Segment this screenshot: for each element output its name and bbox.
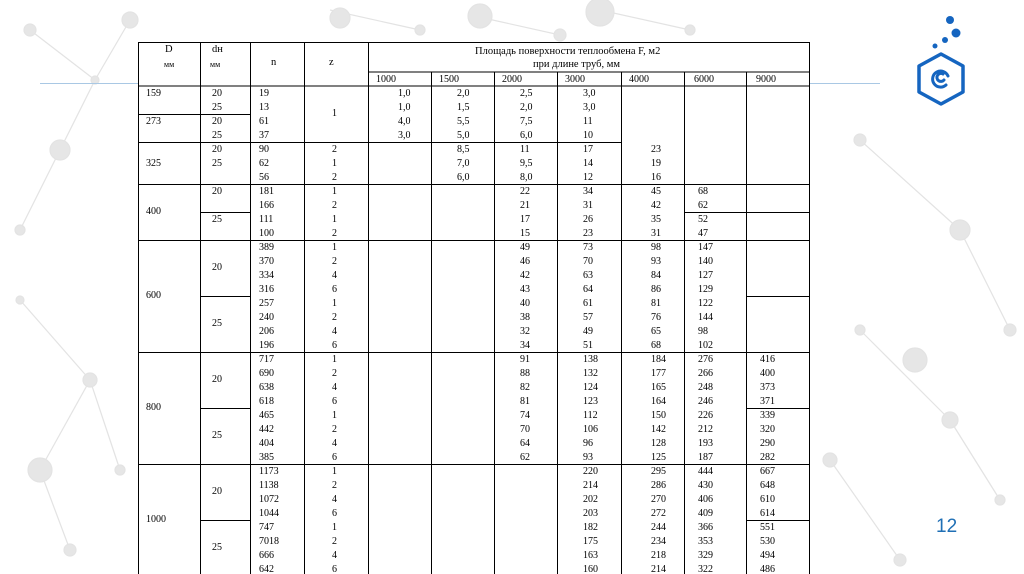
header-area-subtitle: при длине труб, мм	[533, 59, 621, 70]
cell-n: 56	[259, 171, 269, 183]
header-d-unit: мм	[164, 60, 175, 69]
cell-value: 8,5	[457, 143, 470, 155]
cell-n: 370	[259, 255, 274, 267]
cell-n: 717	[259, 353, 274, 365]
cell-value: 127	[698, 269, 713, 281]
cell-value: 62	[520, 451, 530, 463]
cell-z: 4	[332, 381, 337, 393]
header-z: z	[329, 57, 334, 68]
cell-n: 1044	[259, 507, 279, 519]
cell-value: 320	[760, 423, 775, 435]
cell-value: 234	[651, 535, 666, 547]
heat-exchanger-table	[138, 42, 810, 574]
cell-value: 40	[520, 297, 530, 309]
cell-z: 1	[332, 185, 337, 197]
cell-z: 2	[332, 479, 337, 491]
cell-n: 404	[259, 437, 274, 449]
merged-cell-dn: 20	[212, 262, 222, 273]
merged-cell-dn: 20	[212, 374, 222, 385]
cell-value: 21	[520, 199, 530, 211]
cell-value: 165	[651, 381, 666, 393]
cell-n: 690	[259, 367, 274, 379]
cell-d: 273	[146, 115, 161, 127]
cell-value: 214	[583, 479, 598, 491]
cell-z: 1	[332, 353, 337, 365]
cell-value: 494	[760, 549, 775, 561]
cell-value: 138	[583, 353, 598, 365]
cell-n: 747	[259, 521, 274, 533]
cell-dn: 20	[212, 143, 222, 155]
cell-value: 276	[698, 353, 713, 365]
cell-value: 64	[583, 283, 593, 295]
merged-cell-dn: 25	[212, 542, 222, 553]
cell-n: 465	[259, 409, 274, 421]
cell-value: 193	[698, 437, 713, 449]
cell-n: 638	[259, 381, 274, 393]
cell-z: 2	[332, 199, 337, 211]
cell-value: 3,0	[583, 87, 596, 99]
cell-value: 177	[651, 367, 666, 379]
cell-n: 13	[259, 101, 269, 113]
cell-value: 11	[520, 143, 530, 155]
merged-cell-D: 1000	[146, 514, 166, 525]
merged-cell-dn: 20	[212, 486, 222, 497]
cell-value: 63	[583, 269, 593, 281]
merged-cell-D: 800	[146, 402, 161, 413]
cell-z: 4	[332, 493, 337, 505]
cell-value: 31	[583, 199, 593, 211]
cell-value: 610	[760, 493, 775, 505]
cell-value: 614	[760, 507, 775, 519]
cell-value: 93	[651, 255, 661, 267]
cell-dn: 25	[212, 213, 222, 225]
cell-value: 1,0	[398, 87, 411, 99]
chemistry-logo-icon	[913, 14, 969, 106]
cell-n: 90	[259, 143, 269, 155]
cell-value: 551	[760, 521, 775, 533]
cell-value: 122	[698, 297, 713, 309]
cell-value: 91	[520, 353, 530, 365]
cell-value: 106	[583, 423, 598, 435]
cell-value: 11	[583, 115, 593, 127]
cell-n: 100	[259, 227, 274, 239]
cell-n: 389	[259, 241, 274, 253]
cell-value: 144	[698, 311, 713, 323]
cell-value: 124	[583, 381, 598, 393]
cell-value: 322	[698, 563, 713, 574]
header-dn-unit: мм	[210, 60, 221, 69]
cell-value: 7,5	[520, 115, 533, 127]
cell-n: 618	[259, 395, 274, 407]
cell-value: 32	[520, 325, 530, 337]
cell-value: 286	[651, 479, 666, 491]
cell-z: 4	[332, 549, 337, 561]
cell-value: 160	[583, 563, 598, 574]
cell-z: 2	[332, 423, 337, 435]
cell-value: 96	[583, 437, 593, 449]
cell-value: 339	[760, 409, 775, 421]
cell-value: 73	[583, 241, 593, 253]
cell-value: 142	[651, 423, 666, 435]
cell-value: 45	[651, 185, 661, 197]
cell-value: 7,0	[457, 157, 470, 169]
cell-value: 132	[583, 367, 598, 379]
cell-value: 3,0	[398, 129, 411, 141]
cell-value: 112	[583, 409, 598, 421]
cell-n: 206	[259, 325, 274, 337]
cell-value: 182	[583, 521, 598, 533]
cell-dn: 20	[212, 115, 222, 127]
cell-value: 246	[698, 395, 713, 407]
header-length-1500: 1500	[439, 73, 459, 85]
cell-value: 184	[651, 353, 666, 365]
cell-value: 9,5	[520, 157, 533, 169]
cell-n: 111	[259, 213, 274, 225]
cell-value: 38	[520, 311, 530, 323]
merged-cell-z: 1	[332, 108, 337, 119]
cell-value: 667	[760, 465, 775, 477]
header-d: D	[165, 44, 173, 55]
cell-value: 76	[651, 311, 661, 323]
page-number: 12	[936, 516, 958, 537]
cell-value: 6,0	[457, 171, 470, 183]
cell-value: 1,0	[398, 101, 411, 113]
cell-n: 166	[259, 199, 274, 211]
cell-value: 23	[583, 227, 593, 239]
cell-value: 164	[651, 395, 666, 407]
cell-dn: 20	[212, 87, 222, 99]
cell-value: 86	[651, 283, 661, 295]
cell-z: 1	[332, 241, 337, 253]
cell-value: 530	[760, 535, 775, 547]
cell-z: 6	[332, 563, 337, 574]
cell-value: 70	[520, 423, 530, 435]
cell-n: 1138	[259, 479, 279, 491]
cell-value: 270	[651, 493, 666, 505]
cell-dn: 25	[212, 157, 222, 169]
cell-value: 62	[698, 199, 708, 211]
cell-n: 442	[259, 423, 274, 435]
cell-n: 61	[259, 115, 269, 127]
cell-value: 2,0	[457, 87, 470, 99]
cell-value: 35	[651, 213, 661, 225]
header-dn: dн	[212, 44, 223, 55]
cell-value: 147	[698, 241, 713, 253]
cell-value: 272	[651, 507, 666, 519]
cell-z: 2	[332, 227, 337, 239]
cell-value: 98	[651, 241, 661, 253]
cell-value: 129	[698, 283, 713, 295]
cell-z: 6	[332, 395, 337, 407]
cell-value: 10	[583, 129, 593, 141]
cell-value: 430	[698, 479, 713, 491]
cell-value: 266	[698, 367, 713, 379]
cell-n: 334	[259, 269, 274, 281]
cell-value: 88	[520, 367, 530, 379]
cell-value: 14	[583, 157, 593, 169]
cell-value: 5,0	[457, 129, 470, 141]
cell-value: 16	[651, 171, 661, 183]
cell-value: 406	[698, 493, 713, 505]
cell-value: 19	[651, 157, 661, 169]
cell-value: 295	[651, 465, 666, 477]
cell-value: 47	[698, 227, 708, 239]
cell-value: 65	[651, 325, 661, 337]
cell-z: 2	[332, 311, 337, 323]
cell-z: 6	[332, 507, 337, 519]
cell-n: 7018	[259, 535, 279, 547]
header-area-title: Площадь поверхности теплообмена F, м2	[475, 46, 661, 57]
cell-value: 5,5	[457, 115, 470, 127]
cell-value: 49	[583, 325, 593, 337]
cell-value: 82	[520, 381, 530, 393]
cell-value: 373	[760, 381, 775, 393]
cell-n: 19	[259, 87, 269, 99]
cell-value: 43	[520, 283, 530, 295]
cell-z: 2	[332, 255, 337, 267]
cell-z: 4	[332, 325, 337, 337]
cell-value: 128	[651, 437, 666, 449]
cell-dn: 25	[212, 129, 222, 141]
cell-value: 123	[583, 395, 598, 407]
cell-value: 68	[698, 185, 708, 197]
cell-z: 1	[332, 409, 337, 421]
cell-n: 196	[259, 339, 274, 351]
cell-value: 81	[520, 395, 530, 407]
cell-value: 371	[760, 395, 775, 407]
cell-value: 244	[651, 521, 666, 533]
cell-value: 46	[520, 255, 530, 267]
cell-value: 22	[520, 185, 530, 197]
cell-value: 74	[520, 409, 530, 421]
cell-value: 70	[583, 255, 593, 267]
cell-value: 163	[583, 549, 598, 561]
cell-value: 93	[583, 451, 593, 463]
cell-value: 214	[651, 563, 666, 574]
cell-n: 316	[259, 283, 274, 295]
cell-value: 81	[651, 297, 661, 309]
cell-value: 2,5	[520, 87, 533, 99]
cell-value: 64	[520, 437, 530, 449]
merged-cell-D: 600	[146, 290, 161, 301]
cell-value: 23	[651, 143, 661, 155]
cell-value: 3,0	[583, 101, 596, 113]
header-length-9000: 9000	[756, 73, 776, 85]
cell-value: 15	[520, 227, 530, 239]
cell-value: 353	[698, 535, 713, 547]
merged-cell-dn: 25	[212, 430, 222, 441]
cell-z: 2	[332, 367, 337, 379]
merged-cell-D: 400	[146, 206, 161, 217]
cell-value: 12	[583, 171, 593, 183]
cell-value: 17	[583, 143, 593, 155]
cell-value: 42	[651, 199, 661, 211]
header-length-4000: 4000	[629, 73, 649, 85]
cell-value: 218	[651, 549, 666, 561]
cell-n: 385	[259, 451, 274, 463]
cell-value: 31	[651, 227, 661, 239]
cell-n: 642	[259, 563, 274, 574]
cell-z: 1	[332, 297, 337, 309]
cell-value: 17	[520, 213, 530, 225]
cell-z: 4	[332, 269, 337, 281]
header-length-6000: 6000	[694, 73, 714, 85]
cell-value: 290	[760, 437, 775, 449]
cell-value: 648	[760, 479, 775, 491]
cell-dn: 20	[212, 185, 222, 197]
cell-z: 2	[332, 143, 337, 155]
cell-n: 666	[259, 549, 274, 561]
cell-value: 26	[583, 213, 593, 225]
cell-value: 52	[698, 213, 708, 225]
cell-value: 140	[698, 255, 713, 267]
cell-value: 51	[583, 339, 593, 351]
cell-n: 181	[259, 185, 274, 197]
header-length-2000: 2000	[502, 73, 522, 85]
cell-value: 329	[698, 549, 713, 561]
merged-cell-dn: 25	[212, 318, 222, 329]
cell-value: 49	[520, 241, 530, 253]
cell-z: 1	[332, 521, 337, 533]
cell-n: 1072	[259, 493, 279, 505]
cell-value: 68	[651, 339, 661, 351]
cell-n: 257	[259, 297, 274, 309]
cell-value: 486	[760, 563, 775, 574]
cell-value: 416	[760, 353, 775, 365]
cell-z: 6	[332, 283, 337, 295]
cell-value: 1,5	[457, 101, 470, 113]
cell-value: 84	[651, 269, 661, 281]
cell-value: 202	[583, 493, 598, 505]
cell-value: 444	[698, 465, 713, 477]
cell-d: 159	[146, 87, 161, 99]
cell-dn: 25	[212, 101, 222, 113]
cell-value: 248	[698, 381, 713, 393]
header-n: n	[271, 57, 277, 68]
cell-value: 400	[760, 367, 775, 379]
cell-value: 34	[583, 185, 593, 197]
cell-value: 175	[583, 535, 598, 547]
cell-value: 61	[583, 297, 593, 309]
cell-value: 150	[651, 409, 666, 421]
cell-z: 4	[332, 437, 337, 449]
cell-value: 220	[583, 465, 598, 477]
cell-value: 212	[698, 423, 713, 435]
cell-value: 57	[583, 311, 593, 323]
cell-value: 125	[651, 451, 666, 463]
cell-value: 203	[583, 507, 598, 519]
cell-n: 1173	[259, 465, 279, 477]
cell-z: 6	[332, 451, 337, 463]
cell-value: 34	[520, 339, 530, 351]
header-length-3000: 3000	[565, 73, 585, 85]
cell-value: 187	[698, 451, 713, 463]
cell-value: 98	[698, 325, 708, 337]
cell-n: 240	[259, 311, 274, 323]
cell-value: 42	[520, 269, 530, 281]
cell-n: 37	[259, 129, 269, 141]
cell-value: 8,0	[520, 171, 533, 183]
cell-z: 1	[332, 465, 337, 477]
cell-value: 409	[698, 507, 713, 519]
cell-value: 4,0	[398, 115, 411, 127]
cell-n: 62	[259, 157, 269, 169]
cell-z: 2	[332, 171, 337, 183]
cell-value: 102	[698, 339, 713, 351]
cell-z: 1	[332, 213, 337, 225]
cell-value: 366	[698, 521, 713, 533]
header-length-1000: 1000	[376, 73, 396, 85]
cell-value: 2,0	[520, 101, 533, 113]
cell-z: 1	[332, 157, 337, 169]
cell-value: 226	[698, 409, 713, 421]
cell-d: 325	[146, 157, 161, 169]
cell-value: 282	[760, 451, 775, 463]
cell-z: 2	[332, 535, 337, 547]
cell-value: 6,0	[520, 129, 533, 141]
cell-z: 6	[332, 339, 337, 351]
